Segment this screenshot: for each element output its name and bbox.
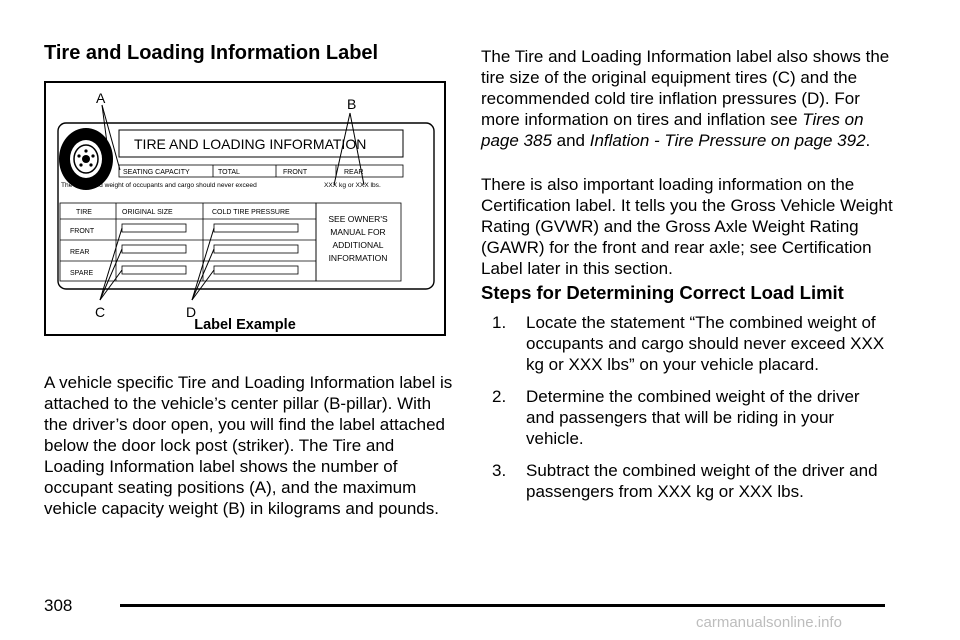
label-illustration bbox=[46, 83, 444, 334]
row-front: FRONT bbox=[70, 228, 95, 235]
callout-leaders bbox=[100, 105, 367, 300]
section-heading: Tire and Loading Information Label bbox=[44, 42, 379, 64]
tire-icon bbox=[59, 128, 113, 190]
combined-weight-text: The combined weight of occupants and cargo should never exceed bbox=[61, 182, 257, 189]
callout-d: D bbox=[186, 304, 197, 320]
original-size-header: ORIGINAL SIZE bbox=[122, 209, 173, 216]
step-number: 2. bbox=[492, 387, 507, 406]
callout-c: C bbox=[95, 304, 106, 320]
steps-heading: Steps for Determining Correct Load Limit bbox=[481, 282, 844, 303]
see-manual-line-2: MANUAL FOR bbox=[330, 227, 386, 237]
label-example-figure bbox=[44, 81, 446, 336]
callout-b: B bbox=[347, 96, 357, 112]
step-number: 3. bbox=[492, 461, 507, 480]
see-manual-line-1: SEE OWNER'S bbox=[328, 214, 388, 224]
callout-a: A bbox=[96, 90, 106, 106]
step-text: Subtract the combined weight of the driver and passengers from XXX kg or XXX lbs. bbox=[526, 461, 878, 501]
cold-tire-pressure-header: COLD TIRE PRESSURE bbox=[212, 209, 290, 216]
inflation-page-link[interactable]: Inflation - Tire Pressure on page 392 bbox=[589, 131, 866, 150]
label-title: TIRE AND LOADING INFORMATION bbox=[134, 136, 367, 152]
front-label: FRONT bbox=[283, 169, 308, 176]
period-text: . bbox=[865, 131, 871, 150]
tire-info-text: The Tire and Loading Information label also shows the tire size of the original equipment tires (C) and the recommended cold tire inflation pressures (D). For more information on tires and inflation see bbox=[481, 47, 890, 129]
tires-page-link[interactable]: Tires on page 385 bbox=[481, 110, 864, 150]
rear-label: REAR bbox=[344, 169, 364, 176]
label-description-paragraph: A vehicle specific Tire and Loading Information label is attached to the vehicle’s center pillar (B-pillar). With the driver’s door open, you will find the label attached below the door lock post (striker). The Tire and Loading Information label shows the number of occupant seating positions (A), and the maximum vehicle capacity weight (B) in kilograms and pounds. bbox=[44, 373, 453, 518]
figure-caption: Label Example bbox=[194, 317, 296, 333]
step-text: Determine the combined weight of the driver and passengers that will be riding in your vehicle. bbox=[526, 387, 860, 448]
and-text: and bbox=[556, 131, 586, 150]
tire-info-paragraph bbox=[481, 46, 901, 151]
step-text: Locate the statement “The combined weight of occupants and cargo should never exceed XXX kg or XXX lbs” on your vehicle placard. bbox=[526, 313, 885, 374]
see-manual-line-4: INFORMATION bbox=[328, 253, 388, 263]
step-number: 1. bbox=[492, 313, 507, 332]
row-spare: SPARE bbox=[70, 270, 94, 277]
page-number: 308 bbox=[44, 596, 73, 615]
row-rear: REAR bbox=[70, 249, 90, 256]
see-manual-line-3: ADDITIONAL bbox=[332, 240, 384, 250]
watermark: carmanualsonline.info bbox=[696, 614, 842, 631]
steps-list bbox=[492, 312, 892, 513]
total-label: TOTAL bbox=[218, 169, 240, 176]
list-item bbox=[492, 386, 892, 449]
seating-capacity-label: SEATING CAPACITY bbox=[123, 169, 190, 176]
weight-value-text: XXX kg or XXX lbs. bbox=[324, 182, 381, 189]
footer-rule bbox=[120, 604, 885, 607]
list-item bbox=[492, 312, 892, 375]
certification-paragraph: There is also important loading information on the Certification label. It tells you the Gross Vehicle Weight Rating (GVWR) and the Gross Axle Weight Rating (GAWR) for the front and rear axle; see Certification Label later in this section. bbox=[481, 175, 893, 278]
tire-header: TIRE bbox=[76, 209, 92, 216]
list-item bbox=[492, 460, 892, 502]
